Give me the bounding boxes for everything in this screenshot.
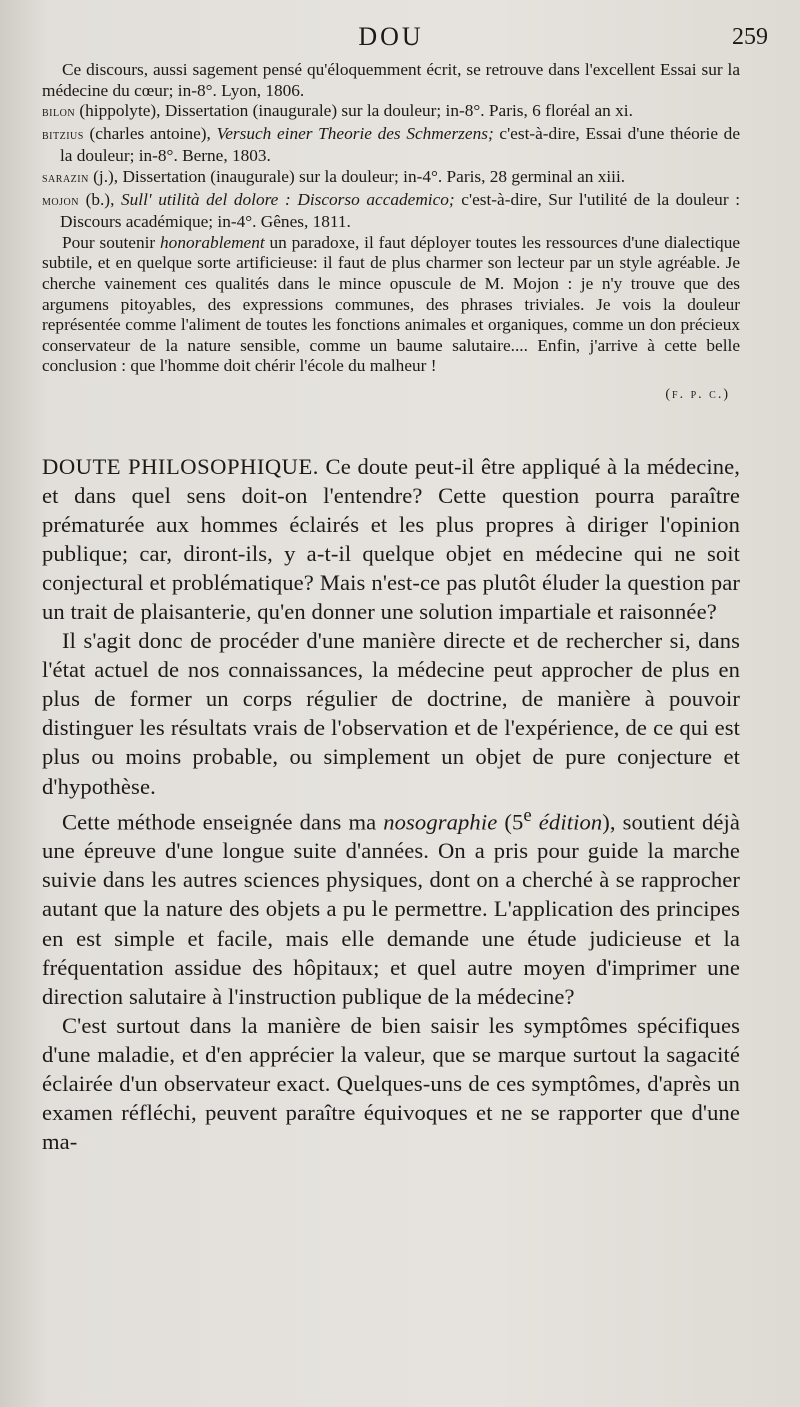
bib-title: Versuch einer Theorie des Schmerzens; (216, 123, 494, 143)
critique-text: un paradoxe, il faut déployer toutes les ressources d'une dialectique subtile, et en quelque sorte artificieuse: il faut de plus charmer son lecteur par un style agréable. Je cherche vainement ces qualités dans le mince opuscule de M. Mojon : je n'y trouve que des argumens pitoyables, des expressions communes, des phrases triviales. Je vois la douleur représentée comme l'aliment de toutes les fonctions animales et organiques, comme un don précieux conservateur de la nature sensible, comme un baume salutaire.... Enfin, j'arrive à cette belle conclusion : que l'homme doit chérir l'école du malheur ! (42, 232, 740, 376)
bibliography-block (42, 60, 740, 406)
article-paragraph: C'est surtout dans la manière de bien saisir les symptômes spécifiques d'une maladie, et d'en apprécier la valeur, que se marque surtout la sagacité éclairée d'un observateur exact. Quelques-uns de ces symptômes, d'après un examen réfléchi, peuvent paraître équivoques et ne se rapporter que d'une ma- (42, 1012, 740, 1155)
critique-emphasis: honorablement (160, 232, 265, 252)
bib-author: mojon (42, 193, 79, 209)
running-head: DOU (358, 22, 424, 51)
paragraph-text: ), soutient déjà une épreuve d'une longue suite d'années. On a pris pour guide la marche suivie dans les autres sciences physiques, dont on a cherché à se rapprocher autant que la nature des objets a pu le permettre. L'application des principes en est simple et facile, mais elle demande une étude judicieuse et la fréquentation assidue des hôpitaux; et quel autre moyen d'imprimer une direction salutaire à l'instruction publique de la médecine? (42, 809, 740, 1009)
critique-paragraph (42, 233, 740, 377)
bib-entry-bitzius: bitzius (charles antoine), Versuch einer Theorie des Schmerzens; c'est-à-dire, Essai d'une théorie de la douleur; in-8°. Berne, 1803. (42, 123, 740, 166)
bib-entry-mojon: mojon (b.), Sull' utilità del dolore : Discorso accademico; c'est-à-dire, Sur l'utilité de la douleur : Discours académique; in-4°. Gênes, 1811. (42, 189, 741, 232)
article-paragraph (42, 801, 740, 1011)
bib-entry-sarazin (42, 167, 740, 190)
page-number: 259 (732, 24, 768, 50)
bib-text: , Dissertation (inaugurale) sur la douleur; in-4°. Paris, 28 germinal an xiii. (113, 166, 626, 186)
bib-author-name: (hippolyte) (75, 101, 157, 121)
article-paragraph (42, 452, 740, 627)
page-header (42, 22, 768, 60)
bib-author-name: (j.) (88, 166, 114, 186)
bib-author-name: (b.) (78, 189, 111, 209)
article-headword: DOUTE PHILOSOPHIQUE. (42, 453, 319, 479)
bib-entry-bilon (42, 101, 740, 124)
edition-superscript: e (523, 804, 532, 826)
paragraph-text: (5 (497, 809, 524, 835)
bib-text: c'est-à-dire, Sur l'utilité de la douleur : Discours académique; in-4°. Gênes, 1811. (60, 189, 741, 232)
author-signature: (f. p. c.) (665, 386, 730, 402)
critique-text: Pour soutenir (62, 232, 161, 252)
paragraph-text: Cette méthode enseignée dans ma (62, 809, 384, 835)
paragraph-text: Ce doute peut-il être appliqué à la médecine, et dans quel sens doit-on l'entendre? Cette question pourra paraître prématurée aux hommes éclairés et les plus propres à diriger l'opinion publique; car, diront-ils, y a-t-il quelque objet en médecine qui ne soit conjectural et problématique? Mais n'est-ce pas plutôt éluder la question par un trait de plaisanterie, qu'en donner une solution impartiale et raisonnée? (42, 453, 740, 624)
bib-author: bilon (42, 105, 76, 121)
article-paragraph: Il s'agit donc de procéder d'une manière directe et de rechercher si, dans l'état actuel de nos connaissances, la médecine peut approcher de plus en plus de former un corps régulier de doctrine, de manière à pouvoir distinguer les résultats vrais de l'observation et de l'expérience, de ce qui est plus ou moins probable, ou simplement un objet de pure conjecture et d'hypothèse. (42, 628, 740, 799)
bib-text: c'est-à-dire, Essai d'une théorie de la douleur; in-8°. Berne, 1803. (60, 123, 740, 166)
bib-title: Sull' utilità del dolore : Discorso accademico; (121, 189, 455, 209)
bib-text: , Dissertation (inaugurale) sur la douleur; in-8°. Paris, 6 floréal an xi. (156, 101, 633, 121)
bibliography-intro: Ce discours, aussi sagement pensé qu'éloquemment écrit, se retrouve dans l'excellent Essai sur la médecine du cœur; in-8°. Lyon, 1806. (42, 60, 740, 100)
bib-author: sarazin (42, 170, 89, 186)
book-title: nosographie (383, 809, 498, 835)
bib-author-name: (charles antoine) (83, 123, 207, 143)
article-body (42, 452, 740, 1157)
bib-author: bitzius (42, 127, 84, 143)
edition-label: édition (531, 809, 603, 835)
